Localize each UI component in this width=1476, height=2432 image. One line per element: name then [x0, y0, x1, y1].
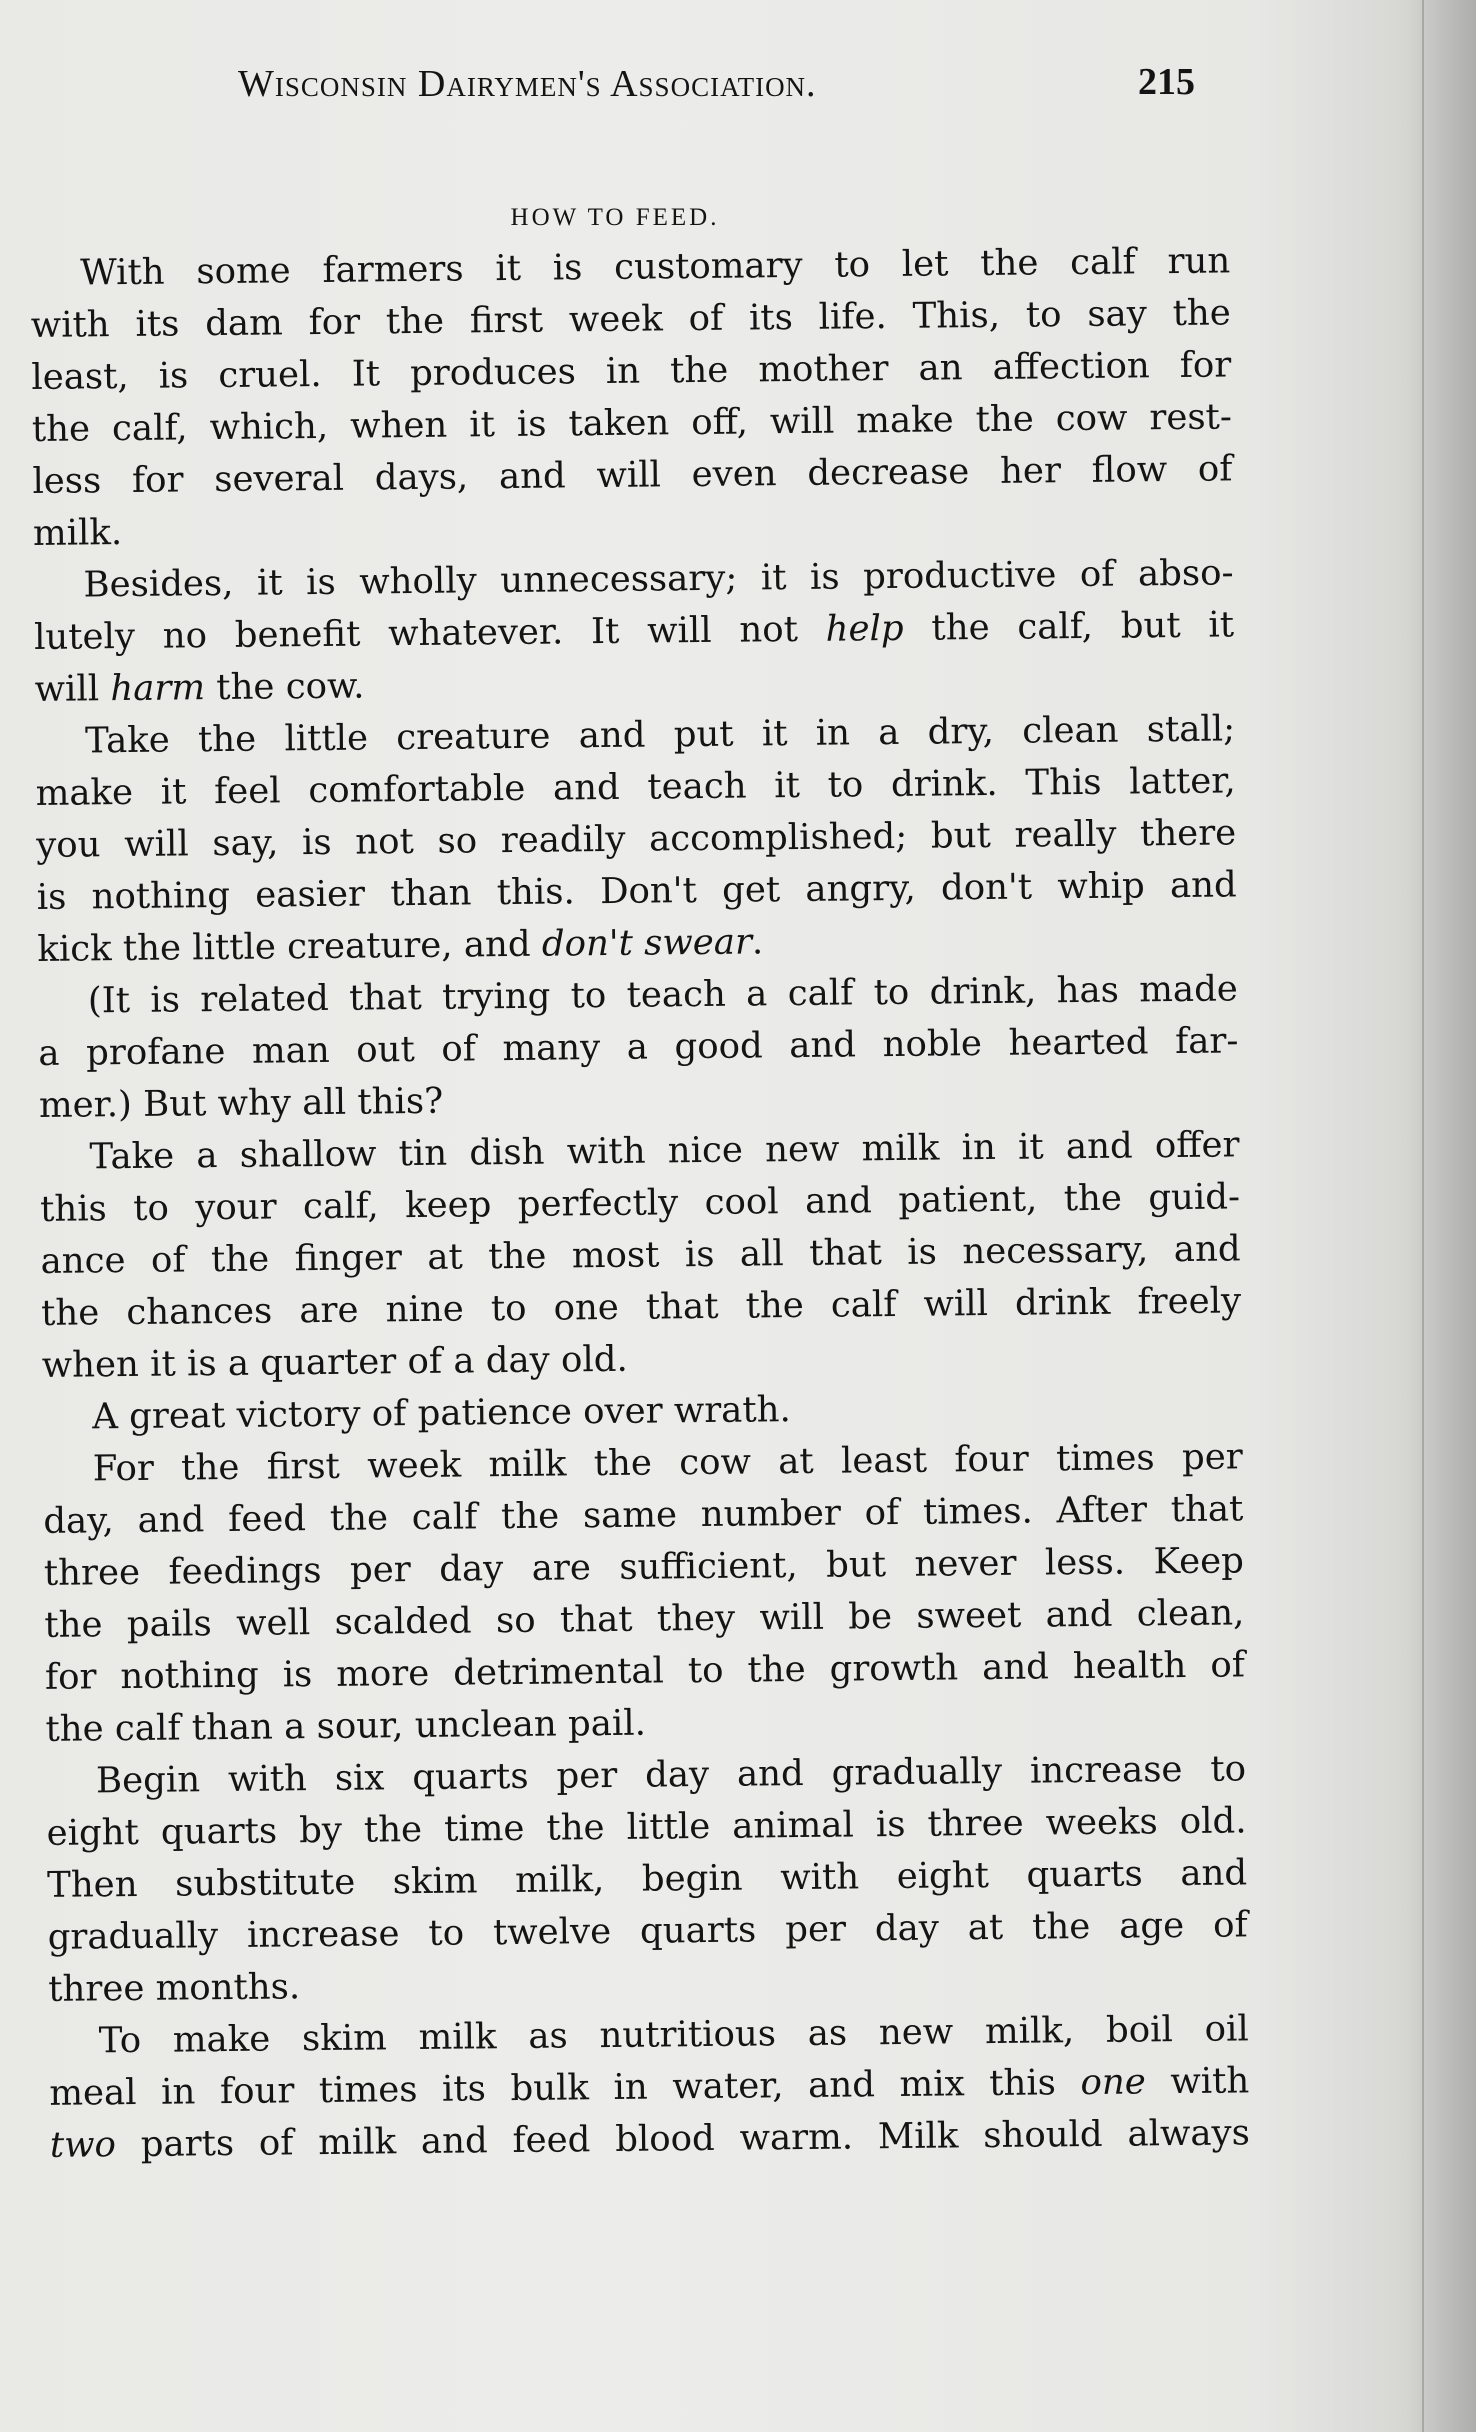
text-segment: the calf, which, when it is taken off, will make the cow rest-	[31, 396, 1233, 450]
page-edge-line	[1422, 0, 1424, 2432]
text-segment: (It is related that trying to teach a calf to drink, has made	[87, 968, 1239, 1022]
text-segment: mer.) But why all this?	[38, 1080, 444, 1126]
italic-text: one	[1080, 2061, 1146, 2104]
text-segment: meal in four times its bulk in water, and mix this	[49, 2062, 1081, 2114]
text-segment: with	[1145, 2060, 1250, 2103]
text-segment: is nothing easier than this. Don't get angry, don't whip and	[36, 864, 1237, 918]
section-heading: HOW TO FEED.	[510, 204, 720, 231]
text-segment: lutely no benefit whatever. It will not	[33, 608, 826, 658]
italic-text: help	[825, 607, 904, 650]
text-segment: Take a shallow tin dish with nice new milk in it and offer	[89, 1124, 1240, 1178]
text-segment: the calf, but it	[903, 604, 1235, 649]
text-segment: with its dam for the first week of its life. This, to say the	[30, 292, 1231, 346]
text-segment: For the first week milk the cow at least four times per	[92, 1436, 1243, 1490]
body-text	[30, 235, 1250, 2171]
italic-text: harm	[110, 667, 206, 710]
text-segment: milk.	[32, 512, 123, 554]
text-segment: kick the little creature, and	[37, 923, 543, 970]
text-segment: will	[34, 668, 111, 710]
text-segment: To make skim milk as nutritious as new milk, boil oil	[98, 2008, 1249, 2062]
text-segment: the pails well scalded so that they will be sweet and clean,	[44, 1592, 1245, 1646]
text-segment: ance of the finger at the most is all that is necessary, and	[40, 1228, 1241, 1282]
text-segment: make it feel comfortable and teach it to drink. This latter,	[35, 760, 1236, 814]
text-segment: three months.	[48, 1966, 301, 2010]
text-segment: parts of milk and feed blood warm. Milk should always	[115, 2112, 1251, 2166]
text-segment: .	[751, 921, 764, 963]
text-segment: Begin with six quarts per day and gradually increase to	[95, 1748, 1247, 1802]
text-segment: A great victory of patience over wrath.	[92, 1389, 791, 1438]
text-segment: day, and feed the calf the same number of times. After that	[43, 1488, 1244, 1542]
text-segment: less for several days, and will even decrease her flow of	[32, 448, 1233, 502]
text-segment: the cow.	[204, 665, 365, 709]
italic-text: two	[49, 2124, 117, 2166]
text-segment: for nothing is more detrimental to the growth and health of	[44, 1644, 1246, 1698]
text-segment: eight quarts by the time the little animal is three weeks old.	[46, 1800, 1247, 1854]
text-segment: the calf than a sour, unclean pail.	[45, 1702, 647, 1750]
text-segment: you will say, is not so readily accomplished; but really there	[36, 812, 1237, 866]
italic-text: don't swear	[541, 921, 753, 965]
running-header-title: Wisconsin Dairymen's Association.	[238, 63, 817, 105]
text-segment: this to your calf, keep perfectly cool and patient, the guid-	[39, 1176, 1241, 1230]
text-segment: Take the little creature and put it in a dry, clean stall;	[84, 708, 1236, 762]
text-segment: least, is cruel. It produces in the mother an affection for	[31, 344, 1232, 398]
text-segment: a profane man out of many a good and noble hearted far-	[38, 1020, 1239, 1074]
text-segment: gradually increase to twelve quarts per day at the age of	[47, 1904, 1248, 1958]
text-line	[50, 2107, 1250, 2172]
text-segment: when it is a quarter of a day old.	[41, 1338, 628, 1386]
text-segment: With some farmers it is customary to let the calf run	[80, 240, 1231, 294]
page-gutter-shadow	[1406, 0, 1476, 2432]
text-segment: three feedings per day are sufficient, but never less. Keep	[43, 1540, 1245, 1594]
page-number: 215	[1138, 61, 1195, 103]
text-segment: the chances are nine to one that the calf will drink freely	[40, 1280, 1242, 1334]
text-segment: Besides, it is wholly unnecessary; it is productive of abso-	[83, 552, 1234, 606]
text-segment: Then substitute skim milk, begin with eight quarts and	[46, 1852, 1248, 1906]
